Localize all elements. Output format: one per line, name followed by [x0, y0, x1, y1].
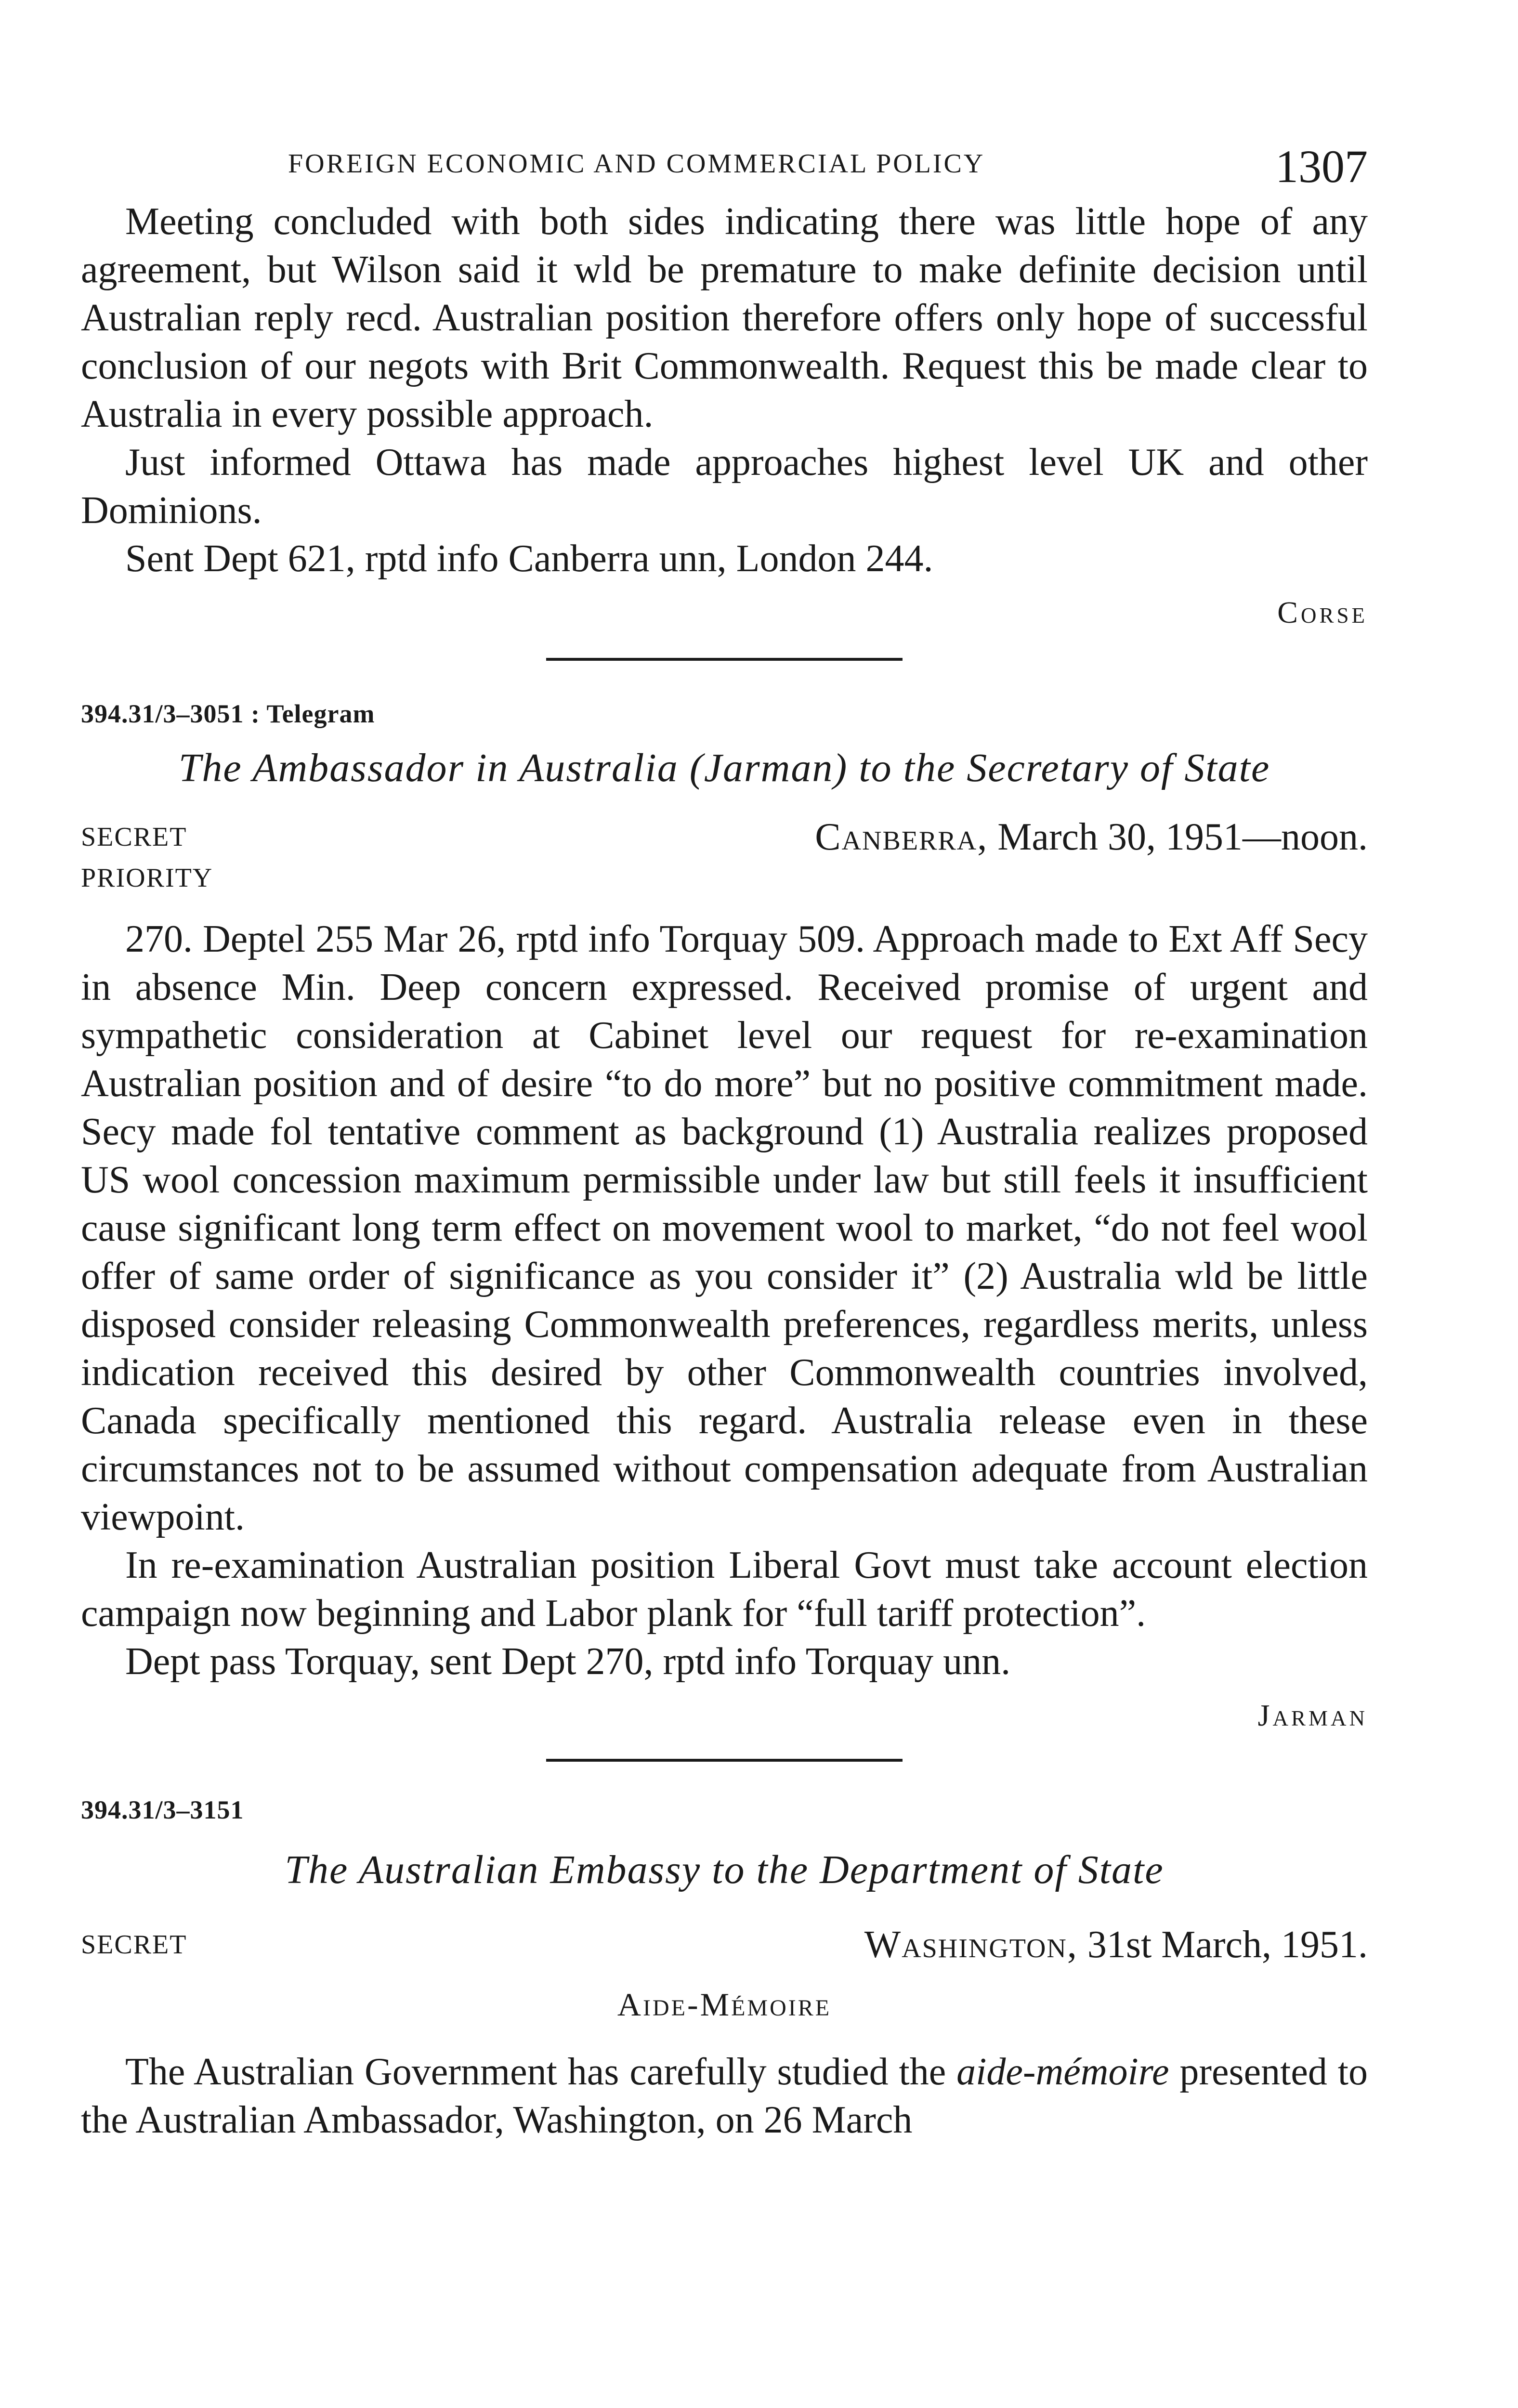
running-title: FOREIGN ECONOMIC AND COMMERCIAL POLICY: [288, 149, 985, 179]
file-reference: 394.31/3–3051 : Telegram: [81, 699, 375, 728]
classification-row: [81, 1921, 1368, 1969]
paragraph: In re-examination Australian position Liberal Govt must take account election campaign now beginning and Labor plank for “full tariff protection”.: [81, 1544, 1368, 1635]
classification-row: [81, 813, 1368, 861]
paragraph: 270. Deptel 255 Mar 26, rptd info Torquay 509. Approach made to Ext Aff Secy in absence Min. Deep concern expressed. Received promise of urgent and sympathetic consideration at Cabinet level our request for re-examination Australian position and of desire “to do more” but no positive commitment made. Secy made fol tentative comment as background (1) Australia realizes proposed US wool concession maximum permissible under law but still feels it insufficient cause significant long term effect on movement wool to market, “do not feel wool offer of same order of significance as you consider it” (2) Australia wld be little disposed consider releasing Commonwealth preferences, regardless merits, unless indication received this desired by other Commonwealth countries involved, Canada specifically mentioned this regard. Australia release even in these circumstances not to be assumed without compensation adequate from Australian viewpoint.: [81, 918, 1368, 1538]
section-divider: [546, 658, 903, 661]
running-header: [81, 140, 1368, 197]
dateline: [864, 1921, 1368, 1969]
signature-jarman: Jarman: [1257, 1698, 1368, 1732]
continuation-section: [81, 197, 1368, 637]
paragraph: Dept pass Torquay, sent Dept 270, rptd info Torquay unn.: [125, 1640, 1011, 1683]
paragraph: Just informed Ottawa has made approaches highest level UK and other Dominions.: [81, 441, 1368, 532]
file-reference: 394.31/3–3151: [81, 1795, 244, 1824]
dateline-date: 31st March, 1951.: [1087, 1924, 1368, 1966]
signature-corse: Corse: [1277, 595, 1368, 629]
paragraph: [81, 2048, 1368, 2144]
telegram-section: [81, 694, 1368, 1740]
paragraph-text: presented to the Australian Ambassador, Washington, on 26 March: [81, 2051, 1368, 2141]
priority-label: PRIORITY: [81, 863, 213, 893]
dateline: [815, 813, 1368, 861]
classification-label: SECRET: [81, 822, 187, 852]
section-divider: [546, 1759, 903, 1762]
document-page: [81, 140, 1368, 2144]
document-title: The Australian Embassy to the Department of State: [285, 1847, 1164, 1892]
dateline-place: Canberra,: [815, 816, 988, 858]
document-title: The Ambassador in Australia (Jarman) to the Secretary of State: [178, 746, 1270, 790]
aide-memoire-heading: Aide-Mémoire: [617, 1986, 832, 2023]
classification-label: SECRET: [81, 1930, 187, 1960]
dateline-date: March 30, 1951—noon.: [997, 816, 1368, 858]
aide-memoire-section: [81, 1791, 1368, 2144]
paragraph: Meeting concluded with both sides indicating there was little hope of any agreement, but Wilson said it wld be premature to make definite decision until Australian reply recd. Australian position therefore offers only hope of successful conclusion of our negots with Brit Commonwealth. Request this be made clear to Australia in every possible approach.: [81, 200, 1368, 435]
page-number: 1307: [1275, 141, 1368, 192]
paragraph: Sent Dept 621, rptd info Canberra unn, London 244.: [125, 537, 933, 580]
dateline-place: Washington,: [864, 1924, 1078, 1966]
paragraph-text: The Australian Government has carefully studied the: [125, 2051, 957, 2093]
paragraph-italic-term: aide-mémoire: [956, 2051, 1169, 2093]
